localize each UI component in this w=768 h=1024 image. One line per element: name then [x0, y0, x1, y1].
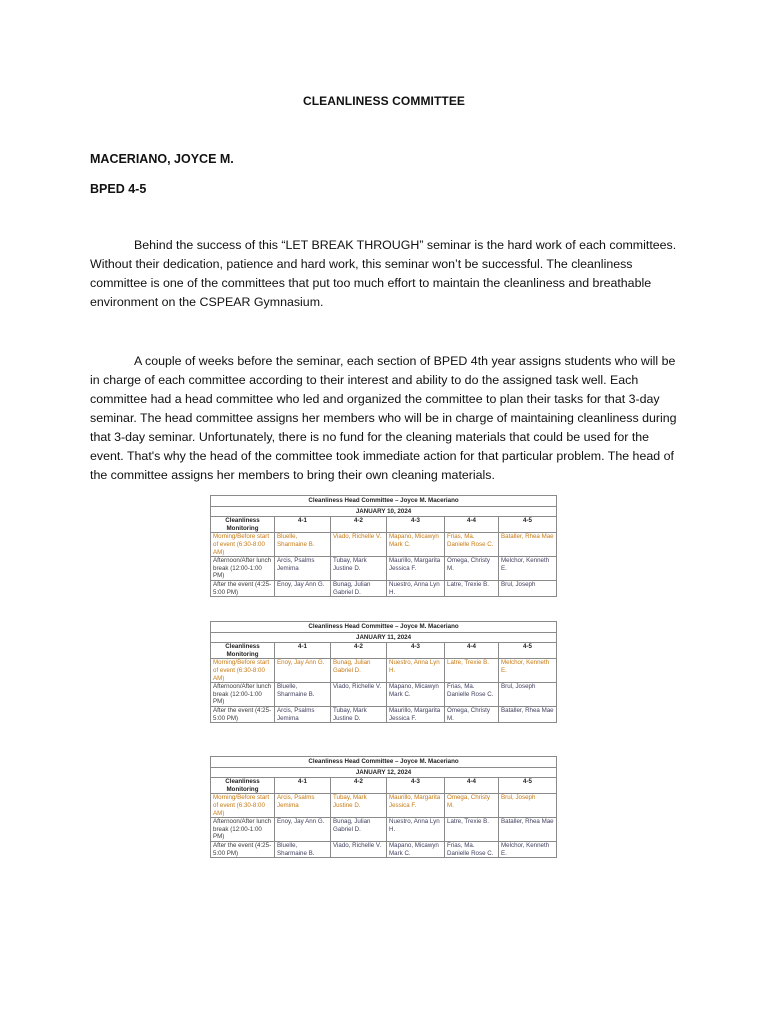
member-cell: Enoy, Jay Ann G.	[275, 580, 331, 596]
time-slot: Morning/Before start of event (6:30-8:00 AM)	[211, 533, 275, 557]
member-cell: Bluelle, Sharmaine B.	[275, 841, 331, 857]
member-cell: Mapano, Micawyn Mark C.	[387, 683, 445, 707]
member-cell: Melchor, Kenneth E.	[499, 659, 557, 683]
member-cell: Latre, Trexie B.	[445, 818, 499, 842]
schedule-table-jan-12	[210, 756, 557, 858]
time-slot: After the event (4:25-5:00 PM)	[211, 841, 275, 857]
member-cell: Nuestro, Anna Lyn H.	[387, 818, 445, 842]
member-cell: Bataller, Rhea Mae	[499, 706, 557, 722]
member-cell: Brul, Joseph	[499, 794, 557, 818]
column-header: 4-2	[331, 778, 387, 794]
column-header: 4-3	[387, 643, 445, 659]
member-cell: Bunag, Julian Gabriel D.	[331, 659, 387, 683]
member-cell: Brul, Joseph	[499, 580, 557, 596]
time-slot: Morning/Before start of event (6:30-8:00 AM)	[211, 659, 275, 683]
member-cell: Mapano, Micawyn Mark C.	[387, 533, 445, 557]
section-label: BPED 4-5	[90, 182, 147, 196]
member-cell: Omega, Christy M.	[445, 794, 499, 818]
table-row	[211, 841, 557, 857]
schedule-table-jan-11	[210, 621, 557, 723]
member-cell: Maurillo, Margarita Jessica F.	[387, 557, 445, 581]
column-header: 4-1	[275, 778, 331, 794]
table-row	[211, 659, 557, 683]
column-header: 4-1	[275, 643, 331, 659]
time-slot: Afternoon/After lunch break (12:00-1:00 PM)	[211, 818, 275, 842]
member-cell: Maurillo, Margarita Jessica F.	[387, 794, 445, 818]
table-heading: Cleanliness Head Committee – Joyce M. Maceriano	[211, 496, 557, 507]
document-title: CLEANLINESS COMMITTEE	[302, 94, 466, 108]
column-header: 4-3	[387, 778, 445, 794]
member-cell: Tubay, Mark Justine D.	[331, 794, 387, 818]
member-cell: Frias, Ma. Danielle Rose C.	[445, 533, 499, 557]
column-header: 4-5	[499, 643, 557, 659]
column-header: 4-4	[445, 517, 499, 533]
table-date: JANUARY 12, 2024	[211, 767, 557, 778]
author-name: MACERIANO, JOYCE M.	[90, 152, 234, 166]
member-cell: Bunag, Julian Gabriel D.	[331, 818, 387, 842]
table-row	[211, 706, 557, 722]
column-header: 4-4	[445, 643, 499, 659]
time-slot: Afternoon/After lunch break (12:00-1:00 PM)	[211, 683, 275, 707]
member-cell: Omega, Christy M.	[445, 706, 499, 722]
member-cell: Frias, Ma. Danielle Rose C.	[445, 841, 499, 857]
column-header: Cleanliness Monitoring	[211, 517, 275, 533]
member-cell: Arcis, Psalms Jemima	[275, 706, 331, 722]
table-date: JANUARY 10, 2024	[211, 506, 557, 517]
member-cell: Tubay, Mark Justine D.	[331, 557, 387, 581]
member-cell: Viado, Richelle V.	[331, 683, 387, 707]
member-cell: Bataller, Rhea Mae	[499, 533, 557, 557]
member-cell: Melchor, Kenneth E.	[499, 557, 557, 581]
member-cell: Latre, Trexie B.	[445, 659, 499, 683]
member-cell: Nuestro, Anna Lyn H.	[387, 659, 445, 683]
column-header: 4-3	[387, 517, 445, 533]
member-cell: Viado, Richelle V.	[331, 841, 387, 857]
paragraph-intro: Behind the success of this “LET BREAK THROUGH” seminar is the hard work of each committees. Without their dedication, patience and hard work, this seminar won’t be successful. The cleanliness committee is one of the committees that put too much effort to maintain the cleanliness and breathable environment on the CSPEAR Gymnasium.	[90, 238, 677, 309]
column-header: 4-4	[445, 778, 499, 794]
member-cell: Brul, Joseph	[499, 683, 557, 707]
time-slot: Morning/Before start of event (6:30-8:00 AM)	[211, 794, 275, 818]
table-row	[211, 580, 557, 596]
member-cell: Bataller, Rhea Mae	[499, 818, 557, 842]
time-slot: After the event (4:25-5:00 PM)	[211, 706, 275, 722]
member-cell: Latre, Trexie B.	[445, 580, 499, 596]
member-cell: Tubay, Mark Justine D.	[331, 706, 387, 722]
member-cell: Bunag, Julian Gabriel D.	[331, 580, 387, 596]
member-cell: Enoy, Jay Ann G.	[275, 818, 331, 842]
member-cell: Bluelle, Sharmaine B.	[275, 533, 331, 557]
column-header: 4-5	[499, 778, 557, 794]
member-cell: Arcis, Psalms Jemima	[275, 794, 331, 818]
column-header: 4-5	[499, 517, 557, 533]
paragraph-body: A couple of weeks before the seminar, each section of BPED 4th year assigns students who will be in charge of each committee according to their interest and ability to do the assigned task well. Each committee had a head committee who led and organized the committee to plan their tasks for that 3-day seminar. The head committee assigns her members who will be in charge of maintaining cleanliness during that 3-day seminar. Unfortunately, there is no fund for the cleaning materials that could be used for the event. That's why the head of the committee took immediate action for that particular problem. The head of the committee assigns her members to bring their own cleaning materials.	[90, 354, 677, 482]
member-cell: Frias, Ma. Danielle Rose C.	[445, 683, 499, 707]
member-cell: Arcis, Psalms Jemima	[275, 557, 331, 581]
member-cell: Bluelle, Sharmaine B.	[275, 683, 331, 707]
column-header: 4-2	[331, 517, 387, 533]
schedule-table-jan-10	[210, 495, 557, 597]
column-header: 4-1	[275, 517, 331, 533]
table-row	[211, 818, 557, 842]
table-heading: Cleanliness Head Committee – Joyce M. Maceriano	[211, 622, 557, 633]
table-row	[211, 683, 557, 707]
member-cell: Mapano, Micawyn Mark C.	[387, 841, 445, 857]
table-row	[211, 533, 557, 557]
member-cell: Viado, Richelle V.	[331, 533, 387, 557]
column-header: 4-2	[331, 643, 387, 659]
table-date: JANUARY 11, 2024	[211, 632, 557, 643]
member-cell: Enoy, Jay Ann G.	[275, 659, 331, 683]
column-header: Cleanliness Monitoring	[211, 778, 275, 794]
member-cell: Omega, Christy M.	[445, 557, 499, 581]
member-cell: Nuestro, Anna Lyn H.	[387, 580, 445, 596]
column-header: Cleanliness Monitoring	[211, 643, 275, 659]
table-row	[211, 794, 557, 818]
member-cell: Maurillo, Margarita Jessica F.	[387, 706, 445, 722]
time-slot: After the event (4:25-5:00 PM)	[211, 580, 275, 596]
time-slot: Afternoon/After lunch break (12:00-1:00 PM)	[211, 557, 275, 581]
table-row	[211, 557, 557, 581]
table-heading: Cleanliness Head Committee – Joyce M. Maceriano	[211, 757, 557, 768]
member-cell: Melchor, Kenneth E.	[499, 841, 557, 857]
